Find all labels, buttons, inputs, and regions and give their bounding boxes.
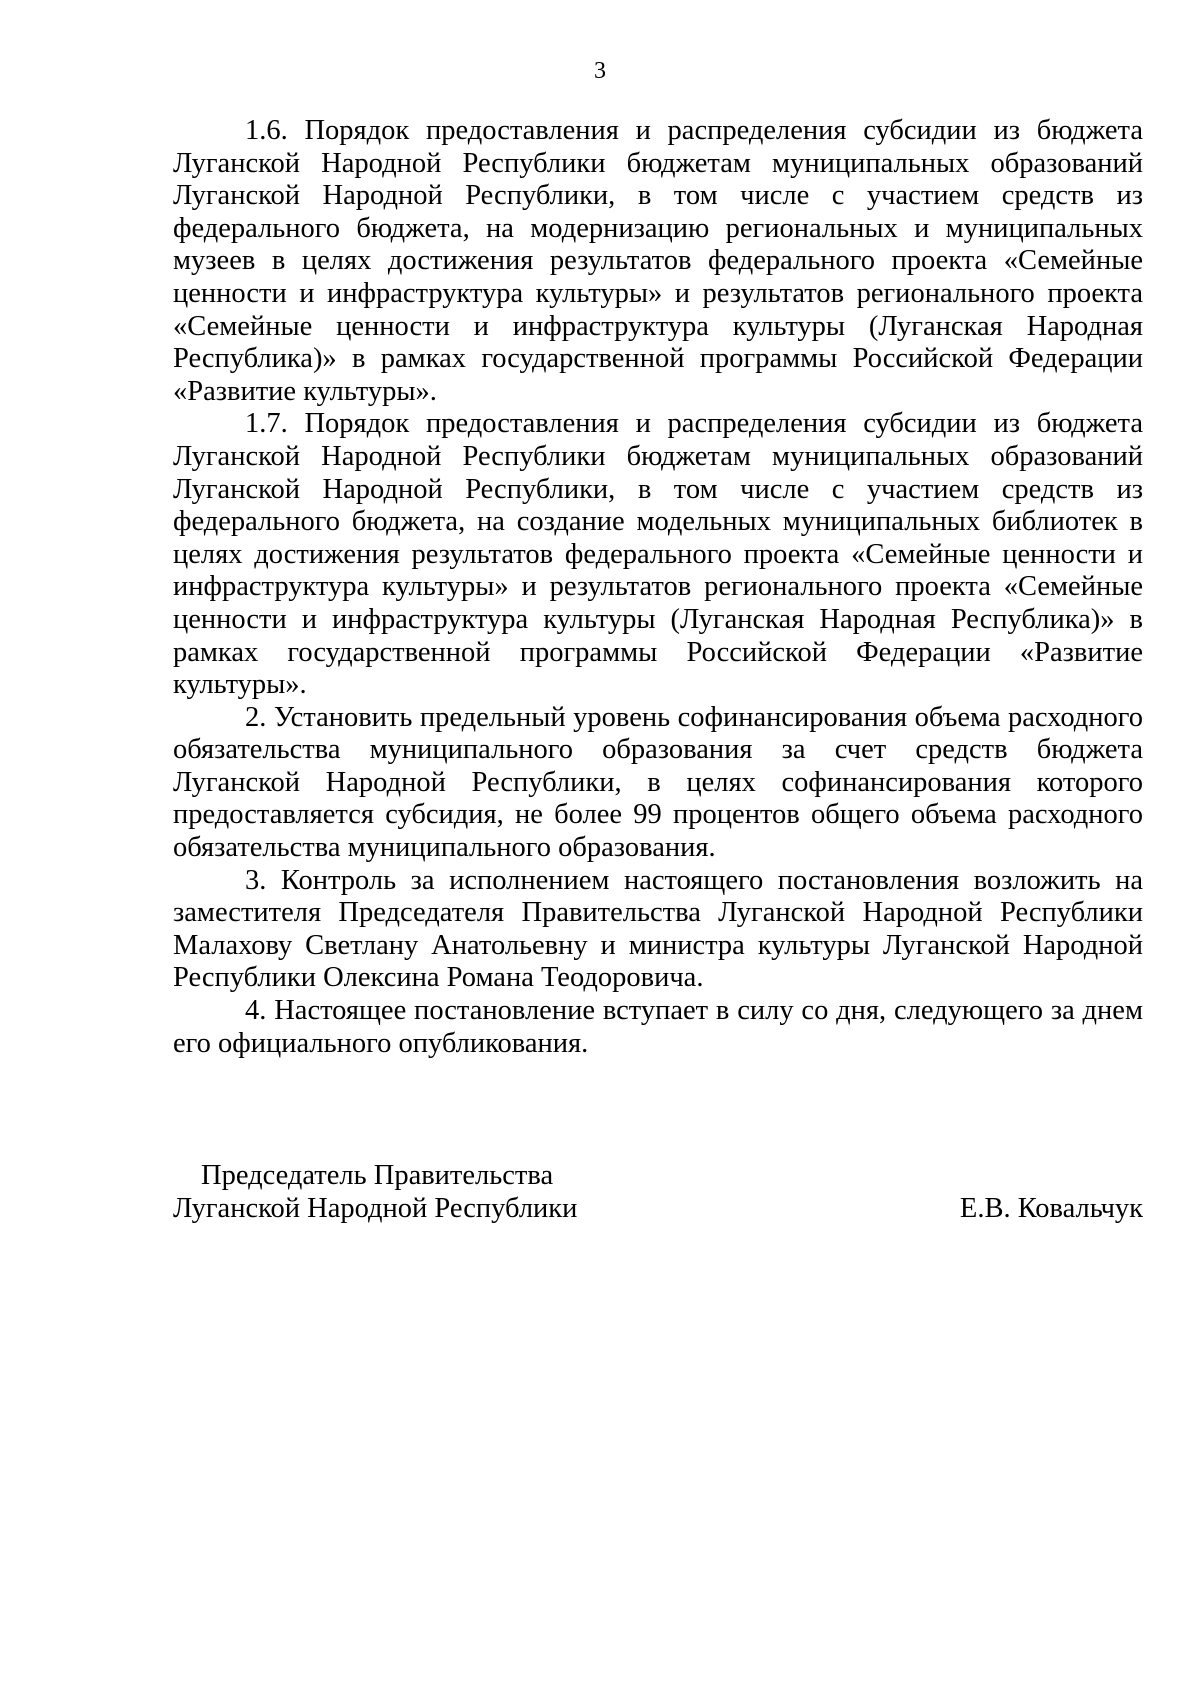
page-number: 3 <box>594 58 606 84</box>
signatory-row <box>173 1193 1143 1226</box>
paragraph-1-6: 1.6. Порядок предоставления и распределения субсидии из бюджета Луганской Народной Республики бюджетам муниципальных образований Луганской Народной Республики, в том числе с участием средств из федерального бюджета, на модернизацию региональных и муниципальных музеев в целях достижения результатов федерального проекта «Семейные ценности и инфраструктура культуры» и результатов регионального проекта «Семейные ценности и инфраструктура культуры (Луганская Народная Республика)» в рамках государственной программы Российской Федерации «Развитие культуры». <box>173 115 1143 407</box>
signatory-name: Е.В. Ковальчук <box>959 1192 1143 1224</box>
signature-block <box>173 1160 1143 1225</box>
signatory-title-line2: Луганской Народной Республики <box>173 1192 578 1224</box>
paragraph-3: 3. Контроль за исполнением настоящего постановления возложить на заместителя Председателя Правительства Луганской Народной Республики Малахову Светлану Анатольевну и министра культуры Луганской Народной Республики Олексина Романа Теодоровича. <box>173 864 1143 994</box>
paragraph-2: 2. Установить предельный уровень софинансирования объема расходного обязательства муниципального образования за счет средств бюджета Луганской Народной Республики, в целях софинансирования которого предоставляется субсидия, не более 99 процентов общего объема расходного обязательства муниципального образования. <box>173 701 1143 864</box>
paragraph-1-7: 1.7. Порядок предоставления и распределения субсидии из бюджета Луганской Народной Республики бюджетам муниципальных образований Луганской Народной Республики, в том числе с участием средств из федерального бюджета, на создание модельных муниципальных библиотек в целях достижения результатов федерального проекта «Семейные ценности и инфраструктура культуры» и результатов регионального проекта «Семейные ценности и инфраструктура культуры (Луганская Народная Республика)» в рамках государственной программы Российской Федерации «Развитие культуры». <box>173 408 1143 701</box>
paragraph-4: 4. Настоящее постановление вступает в силу со дня, следующего за днем его официального опубликования. <box>173 995 1143 1059</box>
document-body <box>173 115 1143 1060</box>
signatory-title-line1: Председатель Правительства <box>201 1160 554 1191</box>
